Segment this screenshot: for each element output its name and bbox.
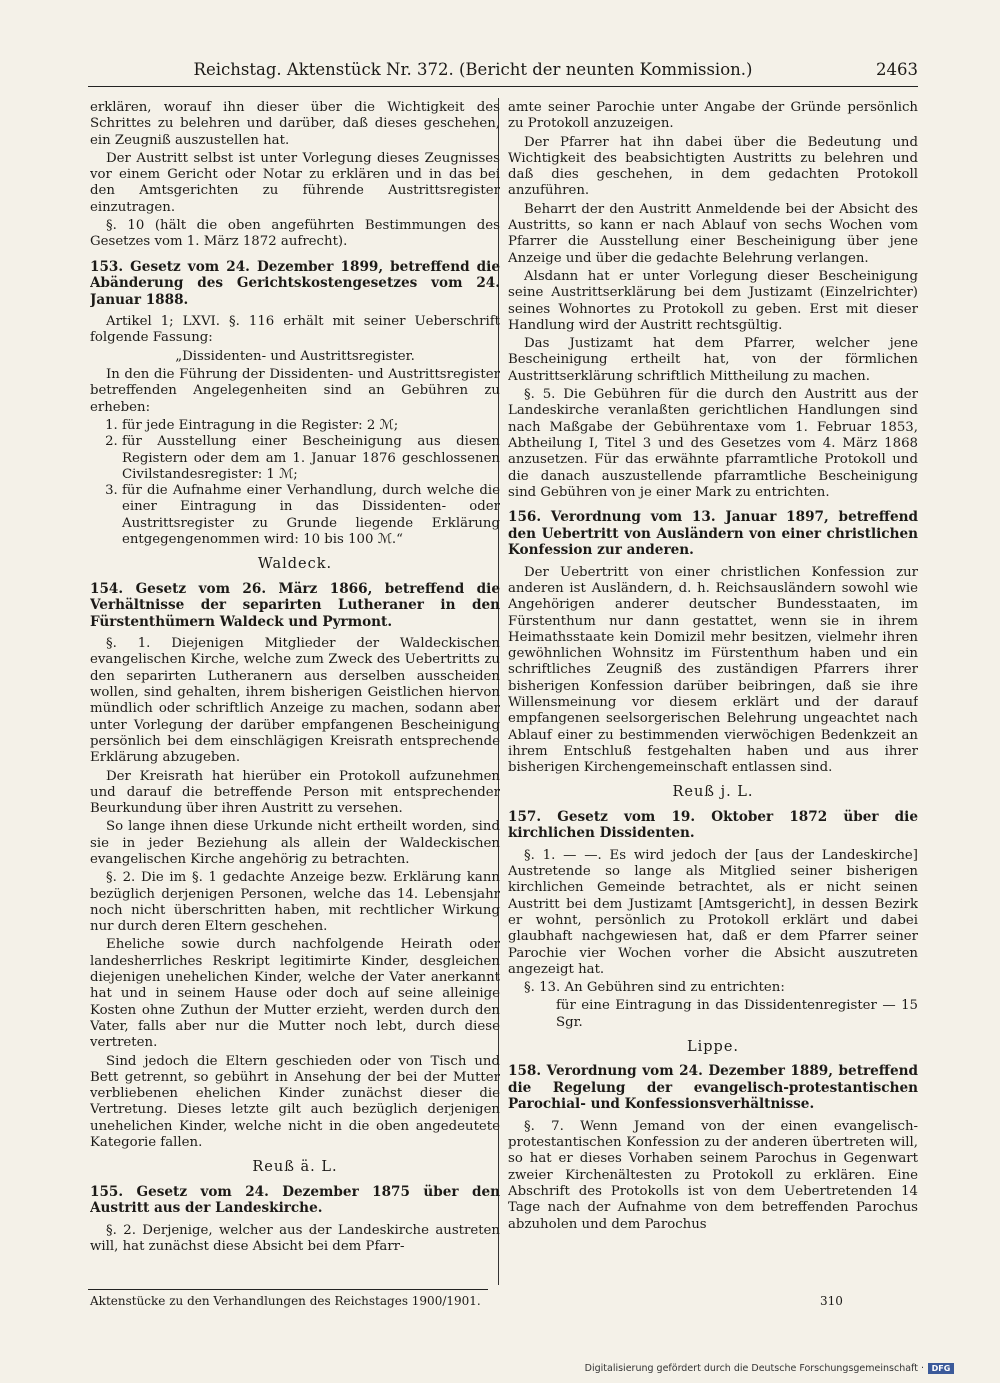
paragraph: §. 10 (hält die oben angeführten Bestimmungen des Gesetzes vom 1. März 1872 aufrecht).: [90, 218, 500, 250]
section-heading-157: 157. Gesetz vom 19. Oktober 1872 über die kirchlichen Dissidenten.: [508, 808, 918, 842]
state-heading-waldeck: Waldeck.: [257, 556, 333, 573]
paragraph: Beharrt der den Austritt Anmeldende bei der Absicht des Austritts, so kann er nach Ablauf von sechs Wochen vom Pfarrer die Ausstellung einer Bescheinigung über jene Anzeige und über die gedachte Belehrung verlangen.: [508, 201, 918, 266]
section-heading-153: 153. Gesetz vom 24. Dezember 1899, betreffend die Abänderung des Gerichtskostengesetzes vom 24. Januar 1888.: [90, 258, 500, 308]
section-heading-154: 154. Gesetz vom 26. März 1866, betreffend die Verhältnisse der separirten Lutheraner in den Fürstenthümern Waldeck und Pyrmont.: [90, 580, 500, 630]
running-header: [88, 55, 918, 85]
paragraph: §. 1. Diejenigen Mitglieder der Waldeckischen evangelischen Kirche, welche zum Zweck des Uebertritts zu den separirten Lutheranern aus derselben ausscheiden wollen, sind gehalten, ihrem bisherigen Geistlichen hiervon mündlich oder schriftlich Anzeige zu machen, sodann aber unter Vorlegung der darüber empfangenen Bescheinigung persönlich bei dem einschlägigen Kreisrath entsprechende Erklärung abzugeben.: [90, 636, 500, 766]
dfg-logo-icon: DFG: [928, 1363, 954, 1374]
paragraph: amte seiner Parochie unter Angabe der Gründe persönlich zu Protokoll anzuzeigen.: [508, 100, 918, 132]
list-item: 2. für Ausstellung einer Bescheinigung aus diesen Registern oder dem am 1. Januar 1876 geschlossenen Civilstandesregister: 1 ℳ;: [122, 434, 500, 483]
paragraph: §. 5. Die Gebühren für die durch den Austritt aus der Landeskirche veranlaßten gerichtlichen Handlungen sind nach Maßgabe der Gebührentaxe vom 1. Februar 1853, Abtheilung I, Titel 3 und des Gesetzes vom 4. März 1868 anzusetzen. Für das erwähnte pfarramtliche Protokoll und die danach auszustellende pfarramtliche Bescheinigung sind Gebühren von je einer Mark zu entrichten.: [508, 387, 918, 500]
left-column: [90, 100, 500, 1280]
paragraph: §. 2. Derjenige, welcher aus der Landeskirche austreten will, hat zunächst diese Absicht bei dem Pfarr-: [90, 1222, 500, 1254]
paragraph: So lange ihnen diese Urkunde nicht ertheilt worden, sind sie in jeder Beziehung als allein der Waldeckischen evangelischen Kirche angehörig zu betrachten.: [90, 819, 500, 867]
paragraph: für eine Eintragung in das Dissidentenregister — 15 Sgr.: [556, 998, 918, 1030]
credit-text: Digitalisierung gefördert durch die Deutsche Forschungsgemeinschaft ·: [584, 1363, 924, 1374]
page-number: 2463: [876, 60, 918, 79]
paragraph: Der Kreisrath hat hierüber ein Protokoll aufzunehmen und darauf die betreffende Person mit entsprechender Beurkundung über ihren Austritt zu versehen.: [90, 768, 500, 817]
list-item: 3. für die Aufnahme einer Verhandlung, durch welche die einer Eintragung in das Dissidenten- oder Austrittsregister zu Grunde liegende Erklärung entgegengenommen wird: 10 bis 100 ℳ.“: [122, 483, 500, 548]
paragraph: Der Uebertritt von einer christlichen Konfession zur anderen ist Ausländern, d. h. Reichsausländern sowohl wie Angehörigen anderer deutscher Bundesstaaten, im Fürstenthum nur dann gestattet, wenn sie in ihrem Heimathsstaate kein Domizil mehr besitzen, vielmehr ihren gewöhnlichen Wohnsitz im Fürstenthum haben und ein schriftliches Zeugniß des zuständigen Pfarrers ihrer bisherigen Konfession darüber beibringen, daß sie ihre Willensmeinung vor diesem erklärt und der darauf empfangenen seelsorgerischen Belehrung ungeachtet nach Ablauf einer zu bestimmenden vierwöchigen Bedenkzeit an ihrem Entschluß festgehalten haben und aus ihrer bisherigen Kirchengemeinschaft entlassen sind.: [508, 564, 918, 776]
paragraph: §. 13. An Gebühren sind zu entrichten:: [524, 980, 785, 996]
footer-number: 310: [820, 1294, 843, 1308]
fee-list: [90, 418, 500, 548]
section-heading-155: 155. Gesetz vom 24. Dezember 1875 über den Austritt aus der Landeskirche.: [90, 1183, 500, 1217]
section-heading-158: 158. Verordnung vom 24. Dezember 1889, betreffend die Regelung der evangelisch-protestantischen Parochial- und Konfessionsverhältnisse.: [508, 1063, 918, 1113]
paragraph: Sind jedoch die Eltern geschieden oder von Tisch und Bett getrennt, so gebührt in Ansehung der bei der Mutter verbliebenen ehelichen Kinder zunächst dieser die Vertretung. Dieses letzte gilt auch bezüglich derjenigen unehelichen Kinder, welche nicht in die oben angedeutete Kategorie fallen.: [90, 1053, 500, 1151]
paragraph: In den die Führung der Dissidenten- und Austrittsregister betreffenden Angelegenheiten sind an Gebühren zu erheben:: [90, 367, 500, 415]
paragraph: §. 7. Wenn Jemand von der einen evangelisch-protestantischen Konfession zu der anderen übertreten will, so hat er dieses Vorhaben seinem Parochus in Gegenwart zweier Kirchenältesten zu Protokoll zu erklären. Eine Abschrift des Protokolls ist von dem Uebertretenden 14 Tage nach der Aufnahme von dem betreffenden Parochus abzuholen und dem Parochus: [508, 1118, 918, 1232]
digitization-credit: [585, 1363, 954, 1374]
section-heading-156: 156. Verordnung vom 13. Januar 1897, betreffend den Uebertritt von Ausländern von einer christlichen Konfession zur anderen.: [508, 509, 918, 559]
state-heading-reuss-ae: Reuß ä. L.: [252, 1159, 338, 1176]
state-heading-reuss-j: Reuß j. L.: [672, 784, 754, 801]
paragraph: Artikel 1; LXVI. §. 116 erhält mit seiner Ueberschrift folgende Fassung:: [90, 314, 500, 346]
paragraph: „Dissidenten- und Austrittsregister.: [175, 348, 415, 364]
paragraph: §. 2. Die im §. 1 gedachte Anzeige bezw. Erklärung kann bezüglich derjenigen Personen, welche das 14. Lebensjahr noch nicht überschritten haben, mit rechtlicher Wirkung nur durch deren Eltern geschehen.: [90, 870, 500, 935]
header-rule: [88, 86, 918, 87]
footer-rule: [88, 1289, 488, 1290]
paragraph: Alsdann hat er unter Vorlegung dieser Bescheinigung seine Austrittserklärung bei dem Justizamt (Einzelrichter) seines Wohnortes zu Protokoll zu geben. Erst mit dieser Handlung wird der Austritt rechtsgültig.: [508, 268, 918, 333]
paragraph: Der Austritt selbst ist unter Vorlegung dieses Zeugnisses vor einem Gericht oder Notar zu erklären und in das bei den Amtsgerichten zu führende Austrittsregister einzutragen.: [90, 150, 500, 215]
header-title: Reichstag. Aktenstück Nr. 372. (Bericht der neunten Kommission.): [193, 60, 753, 79]
paragraph: Das Justizamt hat dem Pfarrer, welcher jene Bescheinigung ertheilt hat, von der förmlichen Austrittserklärung schriftlich Mittheilung zu machen.: [508, 336, 918, 384]
paragraph: Der Pfarrer hat ihn dabei über die Bedeutung und Wichtigkeit des beabsichtigten Austritts zu belehren und daß dies geschehen, in dem gedachten Protokoll anzuführen.: [508, 134, 918, 199]
list-item: 1. für jede Eintragung in die Register: 2 ℳ;: [122, 418, 500, 434]
footer-source: Aktenstücke zu den Verhandlungen des Reichstages 1900/1901.: [90, 1294, 481, 1308]
paragraph: Eheliche sowie durch nachfolgende Heirath oder landesherrliches Reskript legitimirte Kinder, desgleichen diejenigen unehelichen Kinder, welche der Vater anerkannt hat und in seinem Hause oder doch auf seine alleinige Kosten ohne Zuthun der Mutter erzieht, werden durch den Vater, falls aber nur die Mutter noch lebt, durch diese vertreten.: [90, 937, 500, 1051]
paragraph: erklären, worauf ihn dieser über die Wichtigkeit des Schrittes zu belehren und darüber, daß dieses geschehen, ein Zeugniß auszustellen hat.: [90, 100, 500, 148]
state-heading-lippe: Lippe.: [686, 1039, 740, 1056]
right-column: [508, 100, 918, 1280]
paragraph: §. 1. — —. Es wird jedoch der [aus der Landeskirche] Austretende so lange als Mitglied seiner bisherigen kirchlichen Gemeinde betrachtet, als er nicht seinen Austritt bei dem Justizamt [Amtsgericht], in dessen Bezirk er wohnt, persönlich zu Protokoll erklärt und dabei glaubhaft nachgewiesen hat, daß er dem Pfarrer seiner Parochie vier Wochen vorher die Absicht auszutreten angezeigt hat.: [508, 847, 918, 977]
